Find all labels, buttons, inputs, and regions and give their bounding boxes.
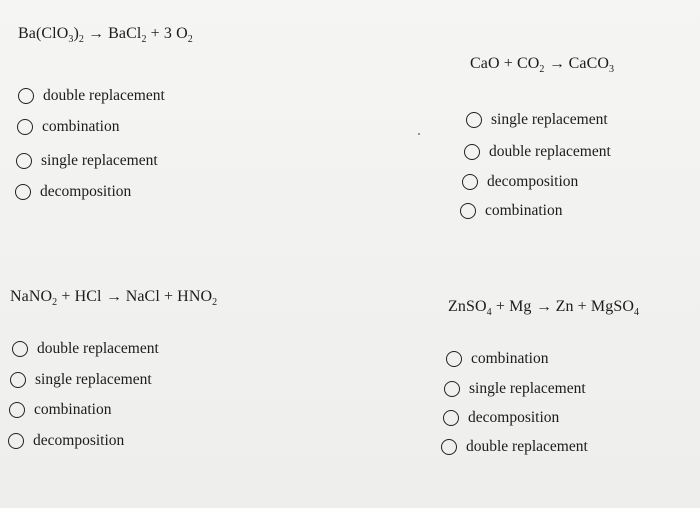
option-label: combination (42, 118, 120, 136)
equation-1 (18, 25, 193, 43)
equation-text: Ba(ClO (18, 25, 69, 42)
radio-circle-icon[interactable] (8, 433, 24, 449)
option-4-2[interactable] (444, 381, 586, 397)
radio-circle-icon[interactable] (18, 88, 34, 104)
subscript: 3 (68, 34, 74, 45)
option-2-1[interactable] (466, 112, 608, 128)
option-label: combination (34, 401, 112, 419)
radio-circle-icon[interactable] (17, 119, 33, 135)
option-label: decomposition (33, 432, 125, 450)
option-3-2[interactable] (10, 372, 152, 388)
equation-text: ZnSO (448, 298, 487, 315)
reaction-arrow-icon: → (548, 57, 565, 72)
radio-circle-icon[interactable] (462, 174, 478, 190)
reaction-arrow-icon: → (87, 27, 105, 42)
equation-2 (470, 55, 614, 73)
option-label: decomposition (468, 409, 560, 427)
radio-circle-icon[interactable] (466, 112, 482, 128)
subscript: 4 (634, 307, 640, 318)
subscript: 2 (539, 64, 545, 75)
option-label: decomposition (40, 183, 132, 201)
radio-circle-icon[interactable] (444, 381, 460, 397)
subscript: 2 (212, 297, 218, 308)
option-label: combination (485, 202, 563, 220)
radio-circle-icon[interactable] (464, 144, 480, 160)
equation-text: BaCl (108, 25, 142, 42)
radio-circle-icon[interactable] (460, 203, 476, 219)
option-label: double replacement (489, 143, 611, 161)
equation-text: NaNO (10, 288, 53, 305)
equation-text: + 3 O (146, 25, 188, 42)
stray-mark (418, 133, 420, 135)
option-4-1[interactable] (446, 351, 549, 367)
equation-text: NaCl + HNO (125, 288, 213, 305)
option-2-4[interactable] (460, 203, 563, 219)
radio-circle-icon[interactable] (10, 372, 26, 388)
option-3-4[interactable] (8, 433, 124, 449)
option-1-4[interactable] (15, 184, 131, 200)
radio-circle-icon[interactable] (16, 153, 32, 169)
option-3-1[interactable] (12, 341, 159, 357)
option-3-3[interactable] (9, 402, 112, 418)
option-2-2[interactable] (464, 144, 611, 160)
equation-4 (448, 298, 639, 316)
subscript: 4 (486, 307, 492, 318)
option-4-3[interactable] (443, 410, 559, 426)
equation-3 (10, 288, 217, 306)
subscript: 2 (187, 34, 193, 45)
option-4-4[interactable] (441, 439, 588, 455)
equation-text: + HCl (57, 288, 102, 305)
equation-text: ) (73, 25, 79, 42)
option-label: single replacement (469, 380, 586, 398)
radio-circle-icon[interactable] (9, 402, 25, 418)
equation-text: CaCO (568, 55, 610, 72)
subscript: 2 (141, 34, 147, 45)
option-label: single replacement (41, 152, 158, 170)
option-label: single replacement (491, 111, 608, 129)
reaction-arrow-icon: → (105, 290, 122, 305)
equation-text: CaO + CO (470, 55, 540, 72)
radio-circle-icon[interactable] (443, 410, 459, 426)
subscript: 2 (78, 34, 85, 45)
reaction-arrow-icon: → (535, 300, 552, 315)
subscript: 3 (609, 64, 615, 75)
option-label: single replacement (35, 371, 152, 389)
option-label: double replacement (43, 87, 165, 105)
equation-text: Zn + MgSO (555, 298, 634, 315)
option-label: combination (471, 350, 549, 368)
radio-circle-icon[interactable] (15, 184, 31, 200)
option-1-1[interactable] (18, 88, 165, 104)
option-label: double replacement (466, 438, 588, 456)
equation-text: + Mg (491, 298, 532, 315)
option-1-2[interactable] (17, 119, 120, 135)
subscript: 2 (52, 297, 58, 308)
option-label: decomposition (487, 173, 579, 191)
option-1-3[interactable] (16, 153, 158, 169)
radio-circle-icon[interactable] (12, 341, 28, 357)
radio-circle-icon[interactable] (446, 351, 462, 367)
option-2-3[interactable] (462, 174, 578, 190)
radio-circle-icon[interactable] (441, 439, 457, 455)
option-label: double replacement (37, 340, 159, 358)
